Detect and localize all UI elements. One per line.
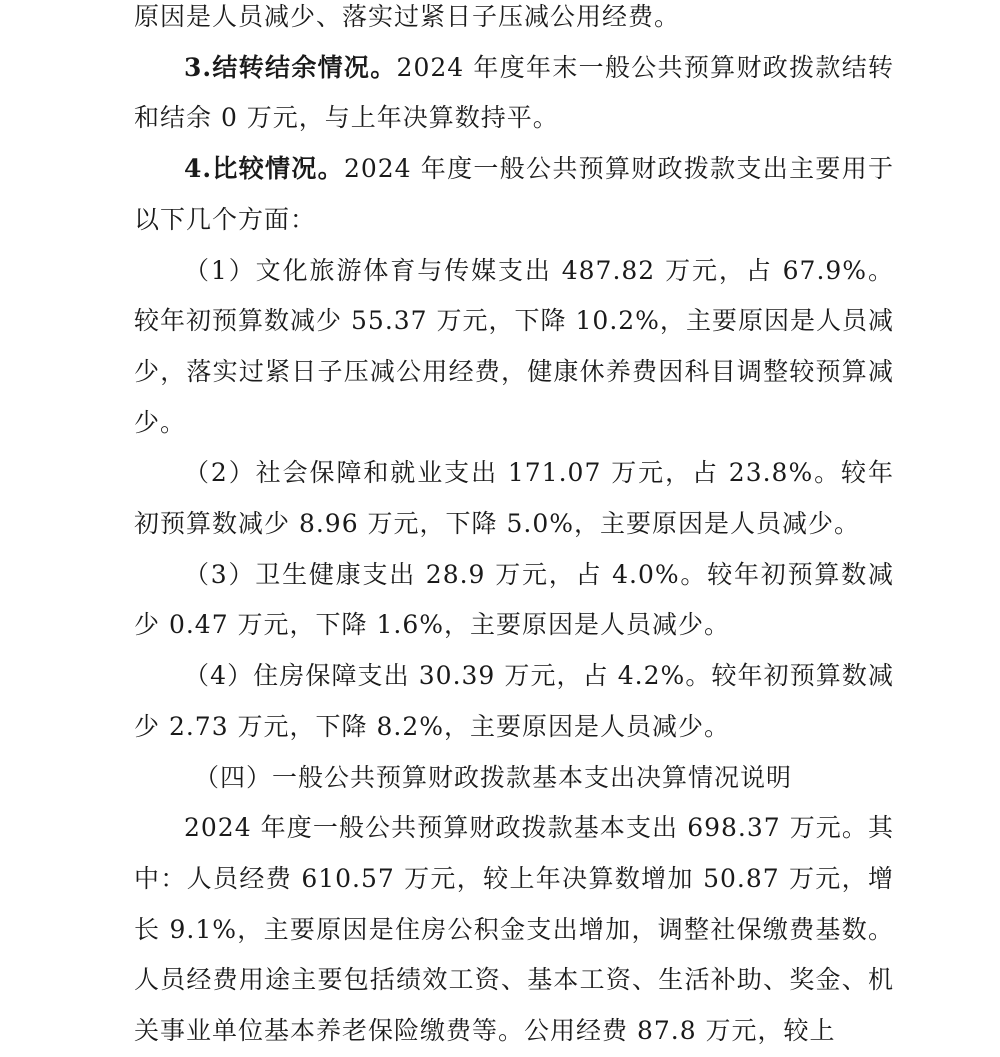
carryover-heading: 3.结转结余情况。: [184, 52, 397, 82]
paragraph-housing: （4）住房保障支出 30.39 万元，占 4.2%。较年初预算数减少 2.73 万元，下降 8.2%，主要原因是人员减少。: [134, 661, 894, 741]
paragraph-social-security: （2）社会保障和就业支出 171.07 万元，占 23.8%。较年初预算数减少 8.96 万元，下降 5.0%，主要原因是人员减少。: [134, 458, 894, 539]
document-body: [134, 0, 894, 1057]
paragraph-health: （3）卫生健康支出 28.9 万元，占 4.0%。较年初预算数减少 0.47 万元，下降 1.6%，主要原因是人员减少。: [134, 559, 894, 640]
paragraph-continued: 原因是人员减少、落实过紧日子压减公用经费。: [134, 2, 681, 31]
section-heading: （四）一般公共预算财政拨款基本支出决算情况说明: [194, 762, 793, 792]
paragraph-carryover: [134, 43, 894, 144]
paragraph-basic-expenditure: 2024 年度一般公共预算财政拨款基本支出 698.37 万元。其中：人员经费 610.57 万元，较上年决算数增加 50.87 万元，增长 9.1%，主要原因是住房公积金支出增加，调整社保缴费基数。人员经费用途主要包括绩效工资、基本工资、生活补助、奖金、机关事业单位基本养老保险缴费等。公用经费 87.8 万元，较上: [134, 813, 894, 1046]
paragraph-comparison: [134, 144, 894, 245]
paragraph-culture-tourism: （1）文化旅游体育与传媒支出 487.82 万元，占 67.9%。较年初预算数减少 55.37 万元，下降 10.2%，主要原因是人员减少，落实过紧日子压减公用经费，健康休养费因科目调整较预算减少。: [134, 255, 894, 437]
comparison-text: 2024 年度一般公共预算财政拨款支出主要用于以下几个方面：: [134, 154, 894, 234]
carryover-text: 2024 年度年末一般公共预算财政拨款结转和结余 0 万元，与上年决算数持平。: [134, 52, 894, 133]
comparison-heading: 4.比较情况。: [184, 154, 344, 184]
